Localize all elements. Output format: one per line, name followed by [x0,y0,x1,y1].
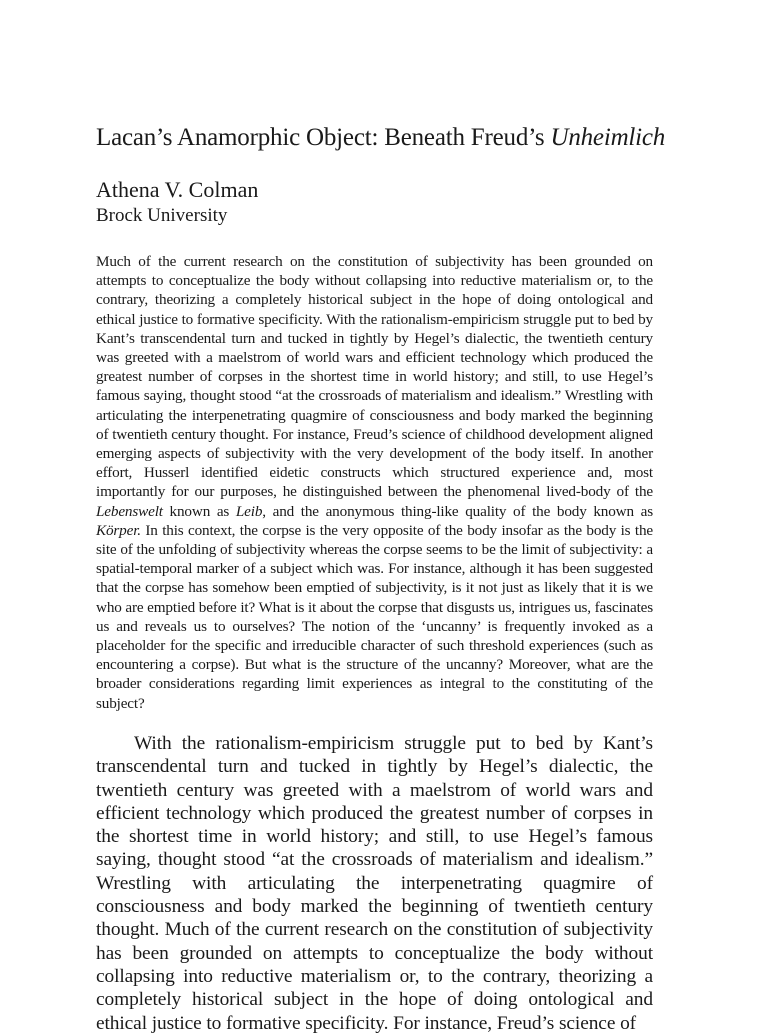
abstract-text-2: known as [162,502,236,520]
title-italic: Unheimlich [550,124,666,151]
abstract [96,252,653,713]
author-affiliation: Brock University [96,205,228,226]
author-name: Athena V. Colman [96,177,259,202]
paper-title [96,120,676,156]
abstract-text-1: Much of the current research on the constitution of subjectivity has been grounded on attempts to conceptualize the body without collapsing into reductive materialism or, to the contrary, theorizing a completely historical subject in the hope of doing ontological and ethical justice to formative specificity. With the rationalism-empiricism struggle put to bed by Kant’s transcendental turn and tucked in tightly by Hegel’s dialectic, the twentieth century was greeted with a maelstrom of world wars and efficient technology which produced the greatest number of corpses in the shortest time in world history; and still, to use Hegel’s famous saying, thought stood “at the crossroads of materialism and idealism.” Wrestling with articulating the interpenetrating quagmire of consciousness and body marked the beginning of twentieth century thought. For instance, Freud’s science of childhood development aligned emerging aspects of subjectivity with the very development of the body itself. In another effort, Husserl identified eidetic constructs which structured experience and, most importantly for our purposes, he distinguished between the phenomenal lived-body of the [96,253,653,501]
abstract-text-4: In this context, the corpse is the very opposite of the body insofar as the body is the site of the unfolding of subjectivity whereas the corpse seems to be the limit of subjectivity: a spatial-temporal marker of a subject which was. For instance, although it has been suggested that the corpse has somehow been emptied of subjectivity, is it not just as likely that it is we who are emptied before it? What is it about the corpse that disgusts us, intrigues us, fascinates us and reveals us to ourselves? The notion of the ‘uncanny’ is frequently invoked as a placeholder for the specific and irreducible character of such threshold experiences (such as encountering a corpse). But what is the structure of the uncanny? Moreover, what are the broader considerations regarding limit experiences as integral to the constituting of the subject? [96,521,653,712]
abstract-italic-lebenswelt: Lebenswelt [96,502,163,520]
abstract-italic-korper: Körper. [96,521,141,539]
title-text: Lacan’s Anamorphic Object: Beneath Freud’s [96,124,551,151]
abstract-text-3: , and the anonymous thing-like quality of the body known as [262,502,653,520]
abstract-italic-leib: Leib [235,502,263,520]
body-paragraph: With the rationalism-empiricism struggle put to bed by Kant’s transcendental turn and tucked in tightly by Hegel’s dialectic, the twentieth century was greeted with a maelstrom of world wars and efficient technology which produced the greatest number of corpses in the shortest time in world history; and still, to use Hegel’s famous saying, thought stood “at the crossroads of materialism and idealism.” Wrestling with articulating the interpenetrating quagmire of consciousness and body marked the beginning of twentieth century thought. Much of the current research on the constitution of subjectivity has been grounded on attempts to conceptualize the body without collapsing into reductive materialism or, to the contrary, theorizing a completely historical subject in the hope of doing ontological and ethical justice to formative specificity. For instance, Freud’s science of [96,733,653,1034]
